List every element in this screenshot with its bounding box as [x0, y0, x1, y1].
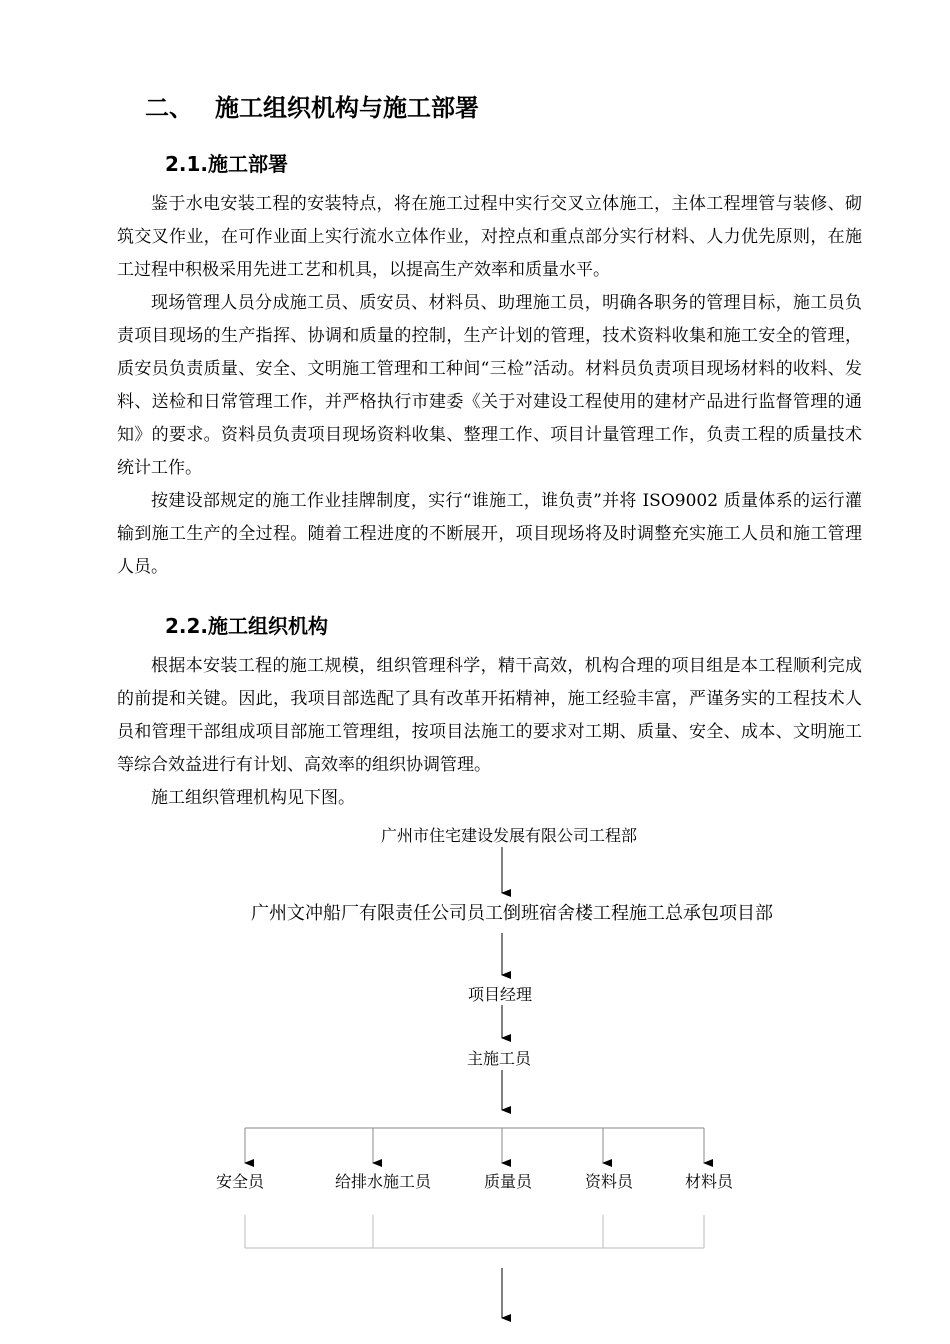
org-node-project-dept: 广州文冲船厂有限责任公司员工倒班宿舍楼工程施工总承包项目部 [251, 903, 773, 924]
org-node-staff: 给排水施工员 [334, 1172, 432, 1191]
paragraph: 施工组织管理机构见下图。 [151, 788, 355, 808]
org-node-staff: 安全员 [215, 1172, 265, 1191]
org-node-company-dept: 广州市住宅建设发展有限公司工程部 [380, 826, 638, 845]
org-node-project-manager: 项目经理 [467, 985, 533, 1004]
subsection-heading-2-1: 2.1.施工部署 [165, 152, 289, 176]
org-node-staff: 质量员 [483, 1172, 533, 1191]
org-node-chief-builder: 主施工员 [466, 1049, 532, 1068]
paragraph: 鉴于水电安装工程的安装特点，将在施工过程中实行交叉立体施工，主体工程埋管与装修、砌筑交叉作业，在可作业面上实行流水立体作业，对控点和重点部分实行材料、人力优先原则，在施工过程中积极采用先进工艺和机具，以提高生产效率和质量水平。 [117, 194, 862, 280]
org-node-staff: 材料员 [684, 1172, 734, 1191]
paragraph: 根据本安装工程的施工规模，组织管理科学，精干高效，机构合理的项目组是本工程顺利完成的前提和关键。因此，我项目部选配了具有改革开拓精神，施工经验丰富，严谨务实的工程技术人员和管理干部组成项目部施工管理组，按项目法施工的要求对工期、质量、安全、成本、文明施工等综合效益进行有计划、高效率的组织协调管理。 [117, 656, 862, 775]
paragraph: 现场管理人员分成施工员、质安员、材料员、助理施工员，明确各职务的管理目标，施工员负责项目现场的生产指挥、协调和质量的控制，生产计划的管理，技术资料收集和施工安全的管理，质安员负责质量、安全、文明施工管理和工种间“三检”活动。材料员负责项目现场材料的收料、发料、送检和日常管理工作，并严格执行市建委《关于对建设工程使用的建材产品进行监督管理的通知》的要求。资料员负责项目现场资料收集、整理工作、项目计量管理工作，负责工程的质量技术统计工作。 [117, 293, 862, 478]
subsection-heading-2-2: 2.2.施工组织机构 [165, 614, 329, 638]
section-title: 施工组织机构与施工部署 [215, 94, 479, 122]
paragraph: 按建设部规定的施工作业挂牌制度，实行“谁施工，谁负责”并将 ISO9002 质量体系的运行灌输到施工生产的全过程。随着工程进度的不断展开，项目现场将及时调整充实施工人员和施工管理人员。 [117, 491, 862, 577]
org-node-staff: 资料员 [584, 1172, 634, 1191]
section-number: 二、 [145, 94, 193, 122]
